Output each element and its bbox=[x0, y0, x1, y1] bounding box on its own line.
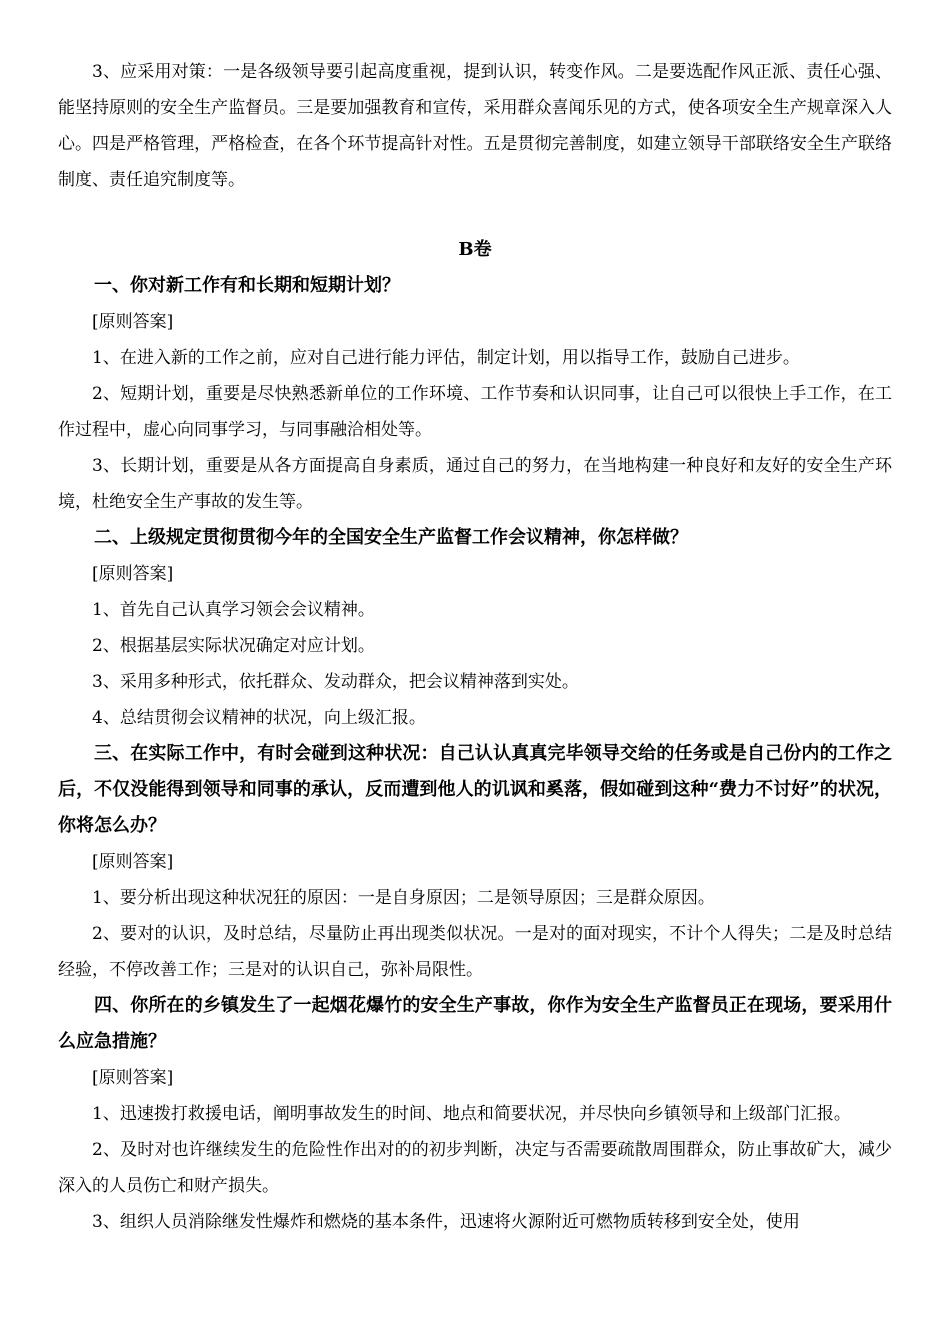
question-4: 四、你所在的乡镇发生了一起烟花爆竹的安全生产事故，你作为安全生产监督员正在现场，要采用什么应急措施？ bbox=[58, 995, 892, 1052]
answer-2-4: 4、总结贯彻会议精神的状况，向上级汇报。 bbox=[92, 708, 426, 728]
answer-4-3: 3、组织人员消除继发性爆炸和燃烧的基本条件，迅速将火源附近可燃物质转移到安全处，使用 bbox=[92, 1212, 800, 1232]
answer-3-1: 1、要分析出现这种状况狂的原因：一是自身原因；二是领导原因；三是群众原因。 bbox=[92, 888, 715, 908]
answer-4-2: 2、及时对也许继续发生的危险性作出对的的初步判断，决定与否需要疏散周围群众，防止事故矿大，减少深入的人员伤亡和财产损失。 bbox=[58, 1140, 892, 1196]
question-3: 三、在实际工作中，有时会碰到这种状况：自己认认真真完毕领导交给的任务或是自己份内的工作之后，不仅没能得到领导和同事的承认，反而遭到他人的讥讽和奚落，假如碰到这种“费力不讨好”的状况，你将怎么办？ bbox=[58, 743, 892, 836]
answer-label-4: [原则答案] bbox=[92, 1068, 174, 1088]
answer-3-2: 2、要对的认识，及时总结，尽量防止再出现类似状况。一是对的面对现实，不计个人得失；二是及时总结经验，不停改善工作；三是对的认识自己，弥补局限性。 bbox=[58, 924, 892, 980]
question-2: 二、上级规定贯彻贯彻今年的全国安全生产监督工作会议精神，你怎样做？ bbox=[94, 527, 688, 548]
answer-2-3: 3、采用多种形式，依托群众、发动群众，把会议精神落到实处。 bbox=[92, 672, 579, 692]
answer-1-3: 3、长期计划，重要是从各方面提高自身素质，通过自己的努力，在当地构建一种良好和友好的安全生产环境，杜绝安全生产事故的发生等。 bbox=[58, 456, 892, 512]
answer-2-1: 1、首先自己认真学习领会会议精神。 bbox=[92, 600, 375, 620]
answer-4-1: 1、迅速拨打救援电话，阐明事故发生的时间、地点和简要状况，并尽快向乡镇领导和上级部门汇报。 bbox=[92, 1104, 851, 1124]
answer-2-2: 2、根据基层实际状况确定对应计划。 bbox=[92, 636, 375, 656]
section-b-title: B卷 bbox=[458, 239, 492, 260]
paragraph-a-3: 3、应采用对策：一是各级领导要引起高度重视，提到认识，转变作风。二是要选配作风正派、责任心强、能坚持原则的安全生产监督员。三是要加强教育和宣传，采用群众喜闻乐见的方式，使各项安全生产规章深入人心。四是严格管理，严格检查，在各个环节提高针对性。五是贯彻完善制度，如建立领导干部联络安全生产联络制度、责任追究制度等。 bbox=[58, 62, 892, 190]
answer-label-1: [原则答案] bbox=[92, 312, 174, 332]
answer-label-2: [原则答案] bbox=[92, 564, 174, 584]
question-1: 一、你对新工作有和长期和短期计划？ bbox=[94, 275, 400, 296]
answer-label-3: [原则答案] bbox=[92, 852, 174, 872]
answer-1-1: 1、在进入新的工作之前，应对自己进行能力评估，制定计划，用以指导工作，鼓励自己进步。 bbox=[92, 348, 800, 368]
answer-1-2: 2、短期计划，重要是尽快熟悉新单位的工作环境、工作节奏和认识同事，让自己可以很快上手工作，在工作过程中，虚心向同事学习，与同事融洽相处等。 bbox=[58, 384, 892, 440]
